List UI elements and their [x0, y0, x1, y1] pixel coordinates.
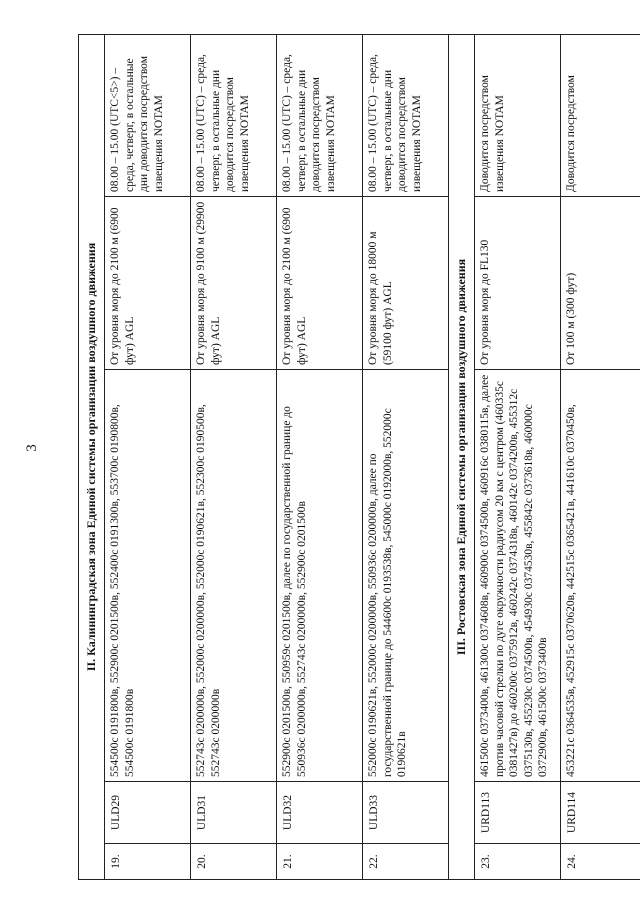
- zone-altitude: От уровня моря до FL130: [475, 197, 561, 370]
- table-row: [277, 34, 363, 879]
- table-row: [105, 34, 191, 879]
- row-number: 19.: [105, 844, 191, 880]
- row-number: 24.: [561, 844, 640, 880]
- zone-time: 08.00 – 15.00 (UTC) – среда, четверг, в остальные дни доводится посредством извещения NOTAM: [191, 34, 277, 196]
- row-number: 21.: [277, 844, 363, 880]
- section-title: III. Ростовская зона Единой системы организации воздушного движения: [449, 34, 475, 879]
- zone-time: 08.00 – 15.00 (UTC) – среда, четверг, в остальные дни доводится посредством извещения NOTAM: [277, 34, 363, 196]
- zone-time: 08.00 – 15.00 (UTC<5>) – среда, четверг, в остальные дни доводится посредством извещения NOTAM: [105, 34, 191, 196]
- zone-altitude: От уровня моря до 2100 м (6900 фут) AGL: [105, 197, 191, 370]
- row-number: 20.: [191, 844, 277, 880]
- zone-coordinates: 552743с 0200000в, 552000с 0200000в, 552000с 0190621в, 552300с 0190500в, 552743с 0200000в: [191, 370, 277, 782]
- zone-altitude: От уровня моря до 18000 м (59100 фут) AGL: [363, 197, 449, 370]
- row-number: 22.: [363, 844, 449, 880]
- section-title: II. Калининградская зона Единой системы организации воздушного движения: [79, 34, 105, 879]
- zone-time: Доводится посредством извещения NOTAM: [475, 34, 561, 196]
- table-row: [561, 34, 640, 879]
- zone-id: ULD31: [191, 782, 277, 844]
- zone-time: Доводится посредством: [561, 34, 640, 196]
- restricted-zones-table: [78, 34, 640, 880]
- rotated-table-container: [78, 35, 638, 880]
- table-row: [363, 34, 449, 879]
- zone-altitude: От 100 м (300 фут): [561, 197, 640, 370]
- page-number: 3: [24, 444, 40, 452]
- table-row: [191, 34, 277, 879]
- zone-altitude: От уровня моря до 9100 м (29900 фут) AGL: [191, 197, 277, 370]
- zone-coordinates: 554500с 0191800в, 552900с 0201500в, 552400с 0191300в, 553700с 0190800в, 554500с 0191800в: [105, 370, 191, 782]
- zone-coordinates: 453221с 0364535в, 452915с 0370620в, 442515с 0365421в, 441610с 0370450в,: [561, 370, 640, 782]
- row-number: 23.: [475, 844, 561, 880]
- zone-id: ULD32: [277, 782, 363, 844]
- zone-coordinates: 461500с 0373400в, 461300с 0374608в, 460900с 0374500в, 460916с 0380115в, далее против часовой стрелки по дуге окружности радиусом 20 км с центром (460335с 0381427в) до 460200с 0375912в, 460242с 0374318в, 460142с 0374200в, 455312с 0375130в, 455230с 0374500в, 454930с 0374530в, 455842с 0373618в, 460000с 0372900в, 461500с 0373400в: [475, 370, 561, 782]
- section-header-row: [79, 34, 105, 879]
- table-row: [475, 34, 561, 879]
- zone-coordinates: 552900с 0201500в, 550959с 0201500в, далее по государственной границе до 550936с 0200000в, 552743с 0200000в, 552900с 0201500в: [277, 370, 363, 782]
- zone-altitude: От уровня моря до 2100 м (6900 фут) AGL: [277, 197, 363, 370]
- zone-id: URD113: [475, 782, 561, 844]
- zone-id: URD114: [561, 782, 640, 844]
- section-header-row: [449, 34, 475, 879]
- zone-id: ULD29: [105, 782, 191, 844]
- zone-id: ULD33: [363, 782, 449, 844]
- zone-coordinates: 552000с 0190621в, 552000с 0200000в, 550936с 0200000в, далее по государственной границе до 544600с 0193538в, 545000с 0192000в, 552000с 0190621в: [363, 370, 449, 782]
- zone-time: 08.00 – 15.00 (UTC) – среда, четверг, в остальные дни доводится посредством извещения NOTAM: [363, 34, 449, 196]
